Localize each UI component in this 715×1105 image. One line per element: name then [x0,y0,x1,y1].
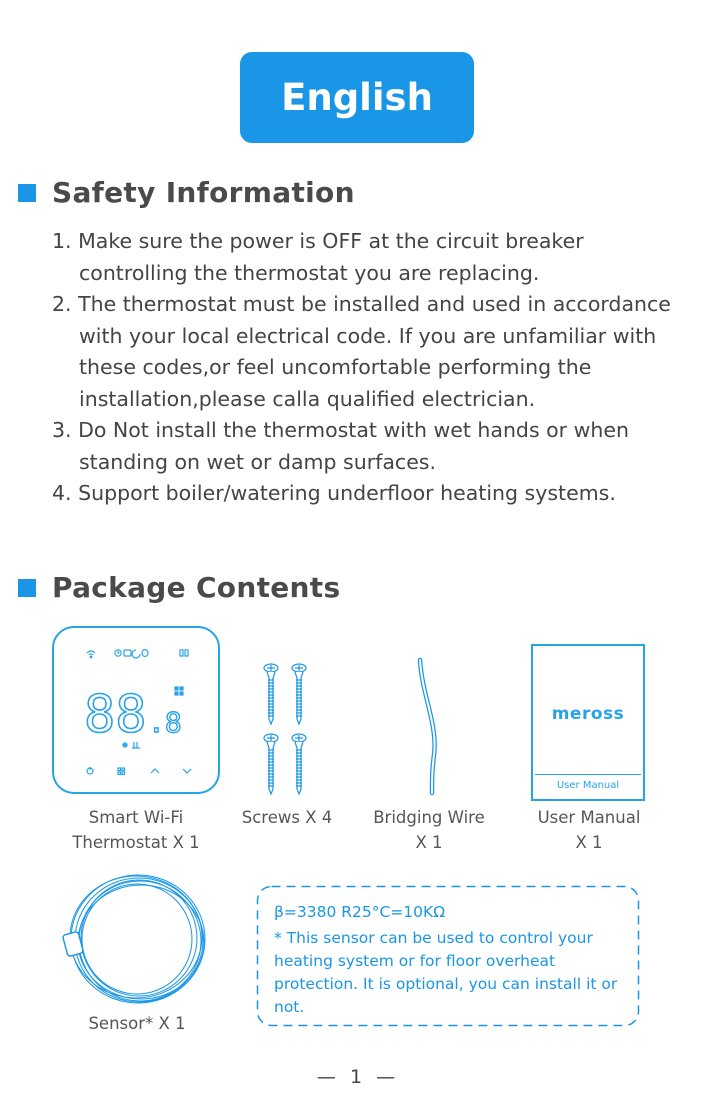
manual-label: User Manual [535,774,641,791]
safety-item: 2. The thermostat must be installed and used in accordance with your local electrical code. If you are unfamiliar with these codes,or feel uncomfortable performing the installation,please calla qualified electrician. [52,292,671,411]
user-manual-image [531,644,645,801]
safety-heading [18,176,355,209]
thermostat-face-icon [54,628,218,792]
bullet-square-icon [18,184,36,202]
safety-list [52,226,672,510]
bullet-square-icon [18,579,36,597]
sensor-note: * This sensor can be used to control your heating system or for floor overheat protection. It is optional, you can install it or not. [274,929,618,1016]
screws-icon [257,662,317,797]
thermostat-image [52,626,220,794]
sensor-coil-icon [62,865,212,1015]
screws-caption: Screws X 4 [241,808,333,827]
sensor-note-box [256,885,640,1027]
manual-brand-logo: meross [551,704,625,724]
language-badge: English [240,52,474,143]
screws-image [257,662,317,797]
thermostat-decimal: .8 [148,706,182,739]
wire-caption [362,805,496,855]
sensor-image [62,865,212,1015]
sensor-caption: Sensor* X 1 [88,1014,186,1033]
safety-item: 4. Support boiler/watering underfloor heating systems. [52,481,616,505]
caption-line: Bridging Wire [373,808,485,827]
wire-icon [410,655,450,797]
page-number: — 1 — [316,1066,400,1088]
sensor-spec: β=3380 R25°C=10KΩ [274,903,446,921]
thermostat-caption [52,805,220,855]
package-title: Package Contents [52,571,341,604]
caption-line: X 1 [415,833,443,852]
safety-title: Safety Information [52,176,355,209]
caption-line: Thermostat X 1 [72,833,200,852]
safety-item: 3. Do Not install the thermostat with wet hands or when standing on wet or damp surfaces. [52,418,629,474]
sensor-note-text [274,901,626,1019]
bridging-wire-image [410,655,450,797]
safety-item: 1. Make sure the power is OFF at the circuit breaker controlling the thermostat you are replacing. [52,229,584,285]
manual-caption [524,805,654,855]
caption-line: Smart Wi-Fi [88,808,184,827]
caption-line: User Manual [537,808,641,827]
caption-line: X 1 [575,833,603,852]
thermostat-display: 88 [84,685,147,745]
package-heading [18,571,340,604]
